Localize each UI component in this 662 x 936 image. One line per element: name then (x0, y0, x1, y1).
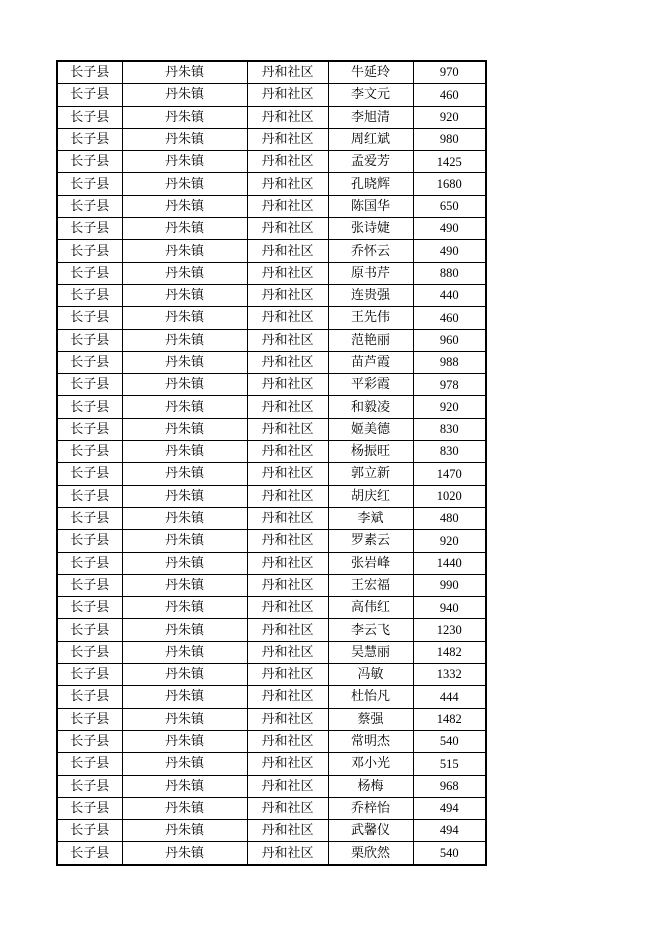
name-cell: 胡庆红 (328, 485, 413, 507)
community-cell: 丹和社区 (247, 552, 328, 574)
town-cell: 丹朱镇 (122, 441, 247, 463)
town-cell: 丹朱镇 (122, 485, 247, 507)
community-cell: 丹和社区 (247, 820, 328, 842)
name-cell: 蔡强 (328, 708, 413, 730)
amount-cell: 830 (413, 418, 486, 440)
county-cell: 长子县 (57, 730, 122, 752)
county-cell: 长子县 (57, 507, 122, 529)
table-row (57, 173, 486, 195)
town-cell: 丹朱镇 (122, 775, 247, 797)
town-cell: 丹朱镇 (122, 374, 247, 396)
name-cell: 郭立新 (328, 463, 413, 485)
county-cell: 长子县 (57, 574, 122, 596)
community-cell: 丹和社区 (247, 218, 328, 240)
name-cell: 冯敏 (328, 664, 413, 686)
name-cell: 高伟红 (328, 597, 413, 619)
amount-cell: 1482 (413, 641, 486, 663)
table-row (57, 151, 486, 173)
town-cell: 丹朱镇 (122, 552, 247, 574)
community-cell: 丹和社区 (247, 530, 328, 552)
community-cell: 丹和社区 (247, 307, 328, 329)
county-cell: 长子县 (57, 106, 122, 128)
name-cell: 吴慧丽 (328, 641, 413, 663)
community-cell: 丹和社区 (247, 151, 328, 173)
amount-cell: 960 (413, 329, 486, 351)
amount-cell: 515 (413, 753, 486, 775)
name-cell: 张岩峰 (328, 552, 413, 574)
table-row (57, 574, 486, 596)
community-cell: 丹和社区 (247, 195, 328, 217)
town-cell: 丹朱镇 (122, 173, 247, 195)
table-row (57, 106, 486, 128)
table-row (57, 664, 486, 686)
county-cell: 长子县 (57, 686, 122, 708)
county-cell: 长子县 (57, 753, 122, 775)
town-cell: 丹朱镇 (122, 708, 247, 730)
community-cell: 丹和社区 (247, 441, 328, 463)
county-cell: 长子县 (57, 61, 122, 84)
table-row (57, 485, 486, 507)
town-cell: 丹朱镇 (122, 842, 247, 865)
table-row (57, 284, 486, 306)
county-cell: 长子县 (57, 351, 122, 373)
county-cell: 长子县 (57, 374, 122, 396)
amount-cell: 980 (413, 128, 486, 150)
community-cell: 丹和社区 (247, 775, 328, 797)
name-cell: 姬美德 (328, 418, 413, 440)
name-cell: 范艳丽 (328, 329, 413, 351)
county-cell: 长子县 (57, 262, 122, 284)
amount-cell: 990 (413, 574, 486, 596)
amount-cell: 494 (413, 820, 486, 842)
county-cell: 长子县 (57, 240, 122, 262)
amount-cell: 1680 (413, 173, 486, 195)
table-row (57, 374, 486, 396)
table-row (57, 820, 486, 842)
table-row (57, 797, 486, 819)
table-row (57, 396, 486, 418)
amount-cell: 480 (413, 507, 486, 529)
county-cell: 长子县 (57, 552, 122, 574)
town-cell: 丹朱镇 (122, 106, 247, 128)
amount-cell: 1425 (413, 151, 486, 173)
county-cell: 长子县 (57, 664, 122, 686)
amount-cell: 440 (413, 284, 486, 306)
community-cell: 丹和社区 (247, 284, 328, 306)
town-cell: 丹朱镇 (122, 61, 247, 84)
table-row (57, 507, 486, 529)
county-cell: 长子县 (57, 641, 122, 663)
amount-cell: 1440 (413, 552, 486, 574)
county-cell: 长子县 (57, 441, 122, 463)
amount-cell: 1482 (413, 708, 486, 730)
community-cell: 丹和社区 (247, 84, 328, 106)
town-cell: 丹朱镇 (122, 664, 247, 686)
county-cell: 长子县 (57, 329, 122, 351)
town-cell: 丹朱镇 (122, 128, 247, 150)
community-cell: 丹和社区 (247, 262, 328, 284)
amount-cell: 1020 (413, 485, 486, 507)
community-cell: 丹和社区 (247, 797, 328, 819)
amount-cell: 1470 (413, 463, 486, 485)
amount-cell: 1230 (413, 619, 486, 641)
town-cell: 丹朱镇 (122, 195, 247, 217)
table-row (57, 775, 486, 797)
town-cell: 丹朱镇 (122, 307, 247, 329)
table-row (57, 463, 486, 485)
county-cell: 长子县 (57, 151, 122, 173)
table-row (57, 128, 486, 150)
amount-cell: 920 (413, 530, 486, 552)
county-cell: 长子县 (57, 597, 122, 619)
town-cell: 丹朱镇 (122, 507, 247, 529)
town-cell: 丹朱镇 (122, 574, 247, 596)
data-table (56, 60, 487, 866)
community-cell: 丹和社区 (247, 173, 328, 195)
table-row (57, 240, 486, 262)
community-cell: 丹和社区 (247, 351, 328, 373)
county-cell: 长子县 (57, 195, 122, 217)
amount-cell: 880 (413, 262, 486, 284)
table-row (57, 597, 486, 619)
county-cell: 长子县 (57, 173, 122, 195)
name-cell: 王宏福 (328, 574, 413, 596)
table-row (57, 730, 486, 752)
table-row (57, 753, 486, 775)
amount-cell: 830 (413, 441, 486, 463)
town-cell: 丹朱镇 (122, 329, 247, 351)
community-cell: 丹和社区 (247, 686, 328, 708)
name-cell: 苗芦霞 (328, 351, 413, 373)
name-cell: 栗欣然 (328, 842, 413, 865)
name-cell: 乔梓怡 (328, 797, 413, 819)
community-cell: 丹和社区 (247, 753, 328, 775)
community-cell: 丹和社区 (247, 485, 328, 507)
name-cell: 李文元 (328, 84, 413, 106)
community-cell: 丹和社区 (247, 329, 328, 351)
amount-cell: 490 (413, 218, 486, 240)
amount-cell: 1332 (413, 664, 486, 686)
town-cell: 丹朱镇 (122, 597, 247, 619)
county-cell: 长子县 (57, 775, 122, 797)
community-cell: 丹和社区 (247, 240, 328, 262)
amount-cell: 988 (413, 351, 486, 373)
name-cell: 平彩霞 (328, 374, 413, 396)
county-cell: 长子县 (57, 84, 122, 106)
table-row (57, 441, 486, 463)
community-cell: 丹和社区 (247, 597, 328, 619)
community-cell: 丹和社区 (247, 574, 328, 596)
amount-cell: 968 (413, 775, 486, 797)
table-row (57, 619, 486, 641)
community-cell: 丹和社区 (247, 664, 328, 686)
amount-cell: 494 (413, 797, 486, 819)
town-cell: 丹朱镇 (122, 351, 247, 373)
amount-cell: 540 (413, 842, 486, 865)
amount-cell: 978 (413, 374, 486, 396)
town-cell: 丹朱镇 (122, 84, 247, 106)
name-cell: 乔怀云 (328, 240, 413, 262)
community-cell: 丹和社区 (247, 842, 328, 865)
county-cell: 长子县 (57, 708, 122, 730)
name-cell: 张诗婕 (328, 218, 413, 240)
county-cell: 长子县 (57, 842, 122, 865)
town-cell: 丹朱镇 (122, 686, 247, 708)
amount-cell: 460 (413, 307, 486, 329)
community-cell: 丹和社区 (247, 374, 328, 396)
town-cell: 丹朱镇 (122, 218, 247, 240)
amount-cell: 490 (413, 240, 486, 262)
name-cell: 常明杰 (328, 730, 413, 752)
name-cell: 原书芹 (328, 262, 413, 284)
community-cell: 丹和社区 (247, 641, 328, 663)
town-cell: 丹朱镇 (122, 396, 247, 418)
county-cell: 长子县 (57, 307, 122, 329)
table-row (57, 641, 486, 663)
town-cell: 丹朱镇 (122, 530, 247, 552)
town-cell: 丹朱镇 (122, 418, 247, 440)
county-cell: 长子县 (57, 820, 122, 842)
amount-cell: 940 (413, 597, 486, 619)
amount-cell: 540 (413, 730, 486, 752)
name-cell: 牛延玲 (328, 61, 413, 84)
name-cell: 罗素云 (328, 530, 413, 552)
name-cell: 邓小光 (328, 753, 413, 775)
table-body (57, 61, 486, 865)
amount-cell: 970 (413, 61, 486, 84)
table-row (57, 842, 486, 865)
town-cell: 丹朱镇 (122, 641, 247, 663)
town-cell: 丹朱镇 (122, 240, 247, 262)
county-cell: 长子县 (57, 619, 122, 641)
table-row (57, 195, 486, 217)
county-cell: 长子县 (57, 418, 122, 440)
town-cell: 丹朱镇 (122, 619, 247, 641)
name-cell: 陈国华 (328, 195, 413, 217)
community-cell: 丹和社区 (247, 619, 328, 641)
amount-cell: 444 (413, 686, 486, 708)
table-row (57, 329, 486, 351)
name-cell: 孟爱芳 (328, 151, 413, 173)
amount-cell: 920 (413, 106, 486, 128)
table-row (57, 262, 486, 284)
name-cell: 杜怡凡 (328, 686, 413, 708)
community-cell: 丹和社区 (247, 106, 328, 128)
name-cell: 李斌 (328, 507, 413, 529)
name-cell: 李云飞 (328, 619, 413, 641)
table-row (57, 708, 486, 730)
amount-cell: 650 (413, 195, 486, 217)
community-cell: 丹和社区 (247, 507, 328, 529)
town-cell: 丹朱镇 (122, 284, 247, 306)
name-cell: 王先伟 (328, 307, 413, 329)
county-cell: 长子县 (57, 128, 122, 150)
table-row (57, 530, 486, 552)
name-cell: 周红斌 (328, 128, 413, 150)
name-cell: 连贵强 (328, 284, 413, 306)
county-cell: 长子县 (57, 485, 122, 507)
name-cell: 李旭清 (328, 106, 413, 128)
table-row (57, 61, 486, 84)
table-row (57, 218, 486, 240)
community-cell: 丹和社区 (247, 463, 328, 485)
table-row (57, 418, 486, 440)
community-cell: 丹和社区 (247, 708, 328, 730)
town-cell: 丹朱镇 (122, 463, 247, 485)
name-cell: 和毅凌 (328, 396, 413, 418)
name-cell: 孔晓辉 (328, 173, 413, 195)
table-row (57, 552, 486, 574)
town-cell: 丹朱镇 (122, 730, 247, 752)
table-row (57, 307, 486, 329)
community-cell: 丹和社区 (247, 730, 328, 752)
town-cell: 丹朱镇 (122, 753, 247, 775)
county-cell: 长子县 (57, 530, 122, 552)
name-cell: 杨梅 (328, 775, 413, 797)
county-cell: 长子县 (57, 218, 122, 240)
town-cell: 丹朱镇 (122, 151, 247, 173)
county-cell: 长子县 (57, 396, 122, 418)
name-cell: 杨振旺 (328, 441, 413, 463)
community-cell: 丹和社区 (247, 418, 328, 440)
county-cell: 长子县 (57, 284, 122, 306)
town-cell: 丹朱镇 (122, 262, 247, 284)
amount-cell: 460 (413, 84, 486, 106)
community-cell: 丹和社区 (247, 128, 328, 150)
name-cell: 武馨仪 (328, 820, 413, 842)
community-cell: 丹和社区 (247, 61, 328, 84)
community-cell: 丹和社区 (247, 396, 328, 418)
town-cell: 丹朱镇 (122, 820, 247, 842)
amount-cell: 920 (413, 396, 486, 418)
county-cell: 长子县 (57, 463, 122, 485)
county-cell: 长子县 (57, 797, 122, 819)
table-row (57, 84, 486, 106)
town-cell: 丹朱镇 (122, 797, 247, 819)
table-row (57, 686, 486, 708)
table-row (57, 351, 486, 373)
